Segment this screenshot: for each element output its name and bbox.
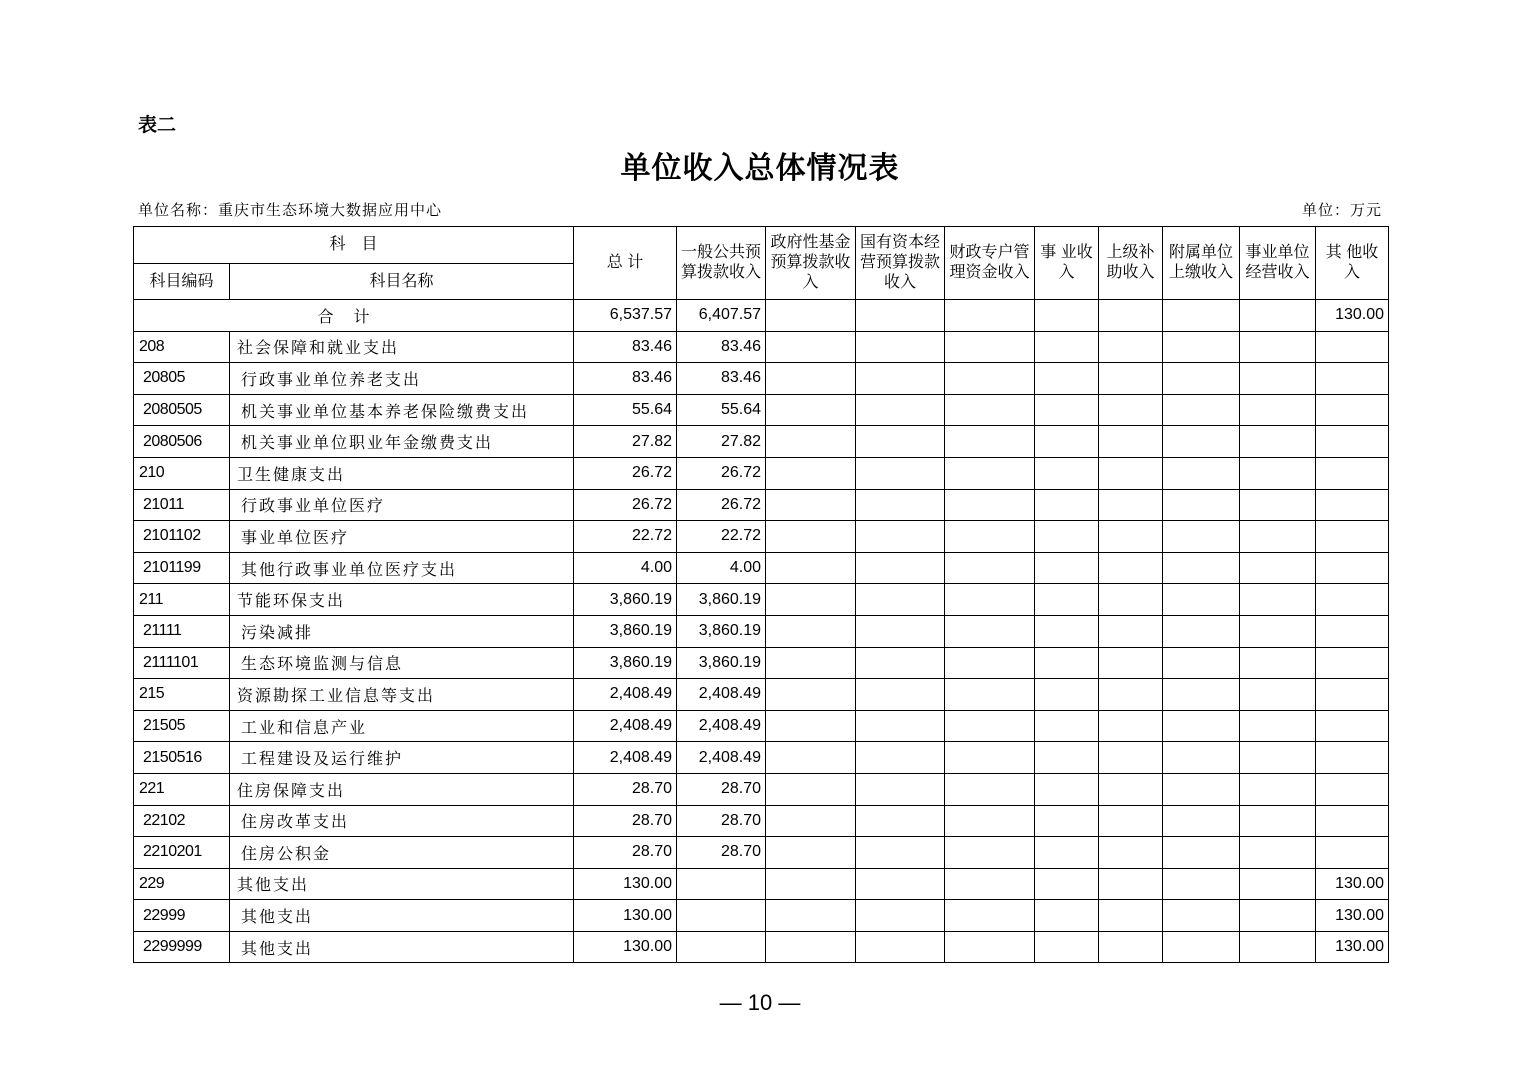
empty-cell xyxy=(856,647,945,679)
empty-cell xyxy=(1163,837,1240,869)
empty-cell xyxy=(945,363,1035,395)
subject-name: 节能环保支出 xyxy=(230,584,574,616)
empty-cell xyxy=(1099,457,1163,489)
subject-code: 21505 xyxy=(134,710,230,742)
table-row xyxy=(134,521,1389,553)
row-general: 28.70 xyxy=(677,773,766,805)
empty-cell xyxy=(1035,552,1099,584)
row-general: 26.72 xyxy=(677,457,766,489)
subject-name: 资源勘探工业信息等支出 xyxy=(230,679,574,711)
empty-cell xyxy=(945,615,1035,647)
empty-cell xyxy=(856,868,945,900)
subject-code: 20805 xyxy=(134,363,230,395)
empty-cell xyxy=(856,773,945,805)
empty-cell xyxy=(1240,805,1316,837)
empty-cell xyxy=(766,584,856,616)
empty-cell xyxy=(1163,300,1240,332)
empty-cell xyxy=(766,521,856,553)
empty-cell xyxy=(1099,489,1163,521)
row-other xyxy=(1316,521,1389,553)
header-total: 总 计 xyxy=(574,227,677,300)
empty-cell xyxy=(945,837,1035,869)
row-total: 22.72 xyxy=(574,521,677,553)
empty-cell xyxy=(1240,679,1316,711)
empty-cell xyxy=(1099,837,1163,869)
empty-cell xyxy=(1035,426,1099,458)
empty-cell xyxy=(945,300,1035,332)
total-row xyxy=(134,300,1389,332)
empty-cell xyxy=(1240,773,1316,805)
subject-name: 其他行政事业单位医疗支出 xyxy=(230,552,574,584)
row-total: 130.00 xyxy=(574,868,677,900)
empty-cell xyxy=(1099,363,1163,395)
header-fund: 政府性基金预算拨款收入 xyxy=(766,227,856,300)
row-other xyxy=(1316,837,1389,869)
subject-code: 2299999 xyxy=(134,931,230,963)
empty-cell xyxy=(1163,647,1240,679)
row-other xyxy=(1316,552,1389,584)
empty-cell xyxy=(1035,837,1099,869)
empty-cell xyxy=(945,489,1035,521)
empty-cell xyxy=(1240,363,1316,395)
empty-cell xyxy=(1099,868,1163,900)
table-row xyxy=(134,900,1389,932)
empty-cell xyxy=(1163,552,1240,584)
empty-cell xyxy=(1099,773,1163,805)
total-other: 130.00 xyxy=(1316,300,1389,332)
row-other xyxy=(1316,742,1389,774)
empty-cell xyxy=(766,868,856,900)
empty-cell xyxy=(856,584,945,616)
empty-cell xyxy=(766,489,856,521)
empty-cell xyxy=(1099,615,1163,647)
row-total: 28.70 xyxy=(574,837,677,869)
empty-cell xyxy=(1035,584,1099,616)
empty-cell xyxy=(1099,300,1163,332)
income-table xyxy=(133,226,1389,963)
empty-cell xyxy=(1163,363,1240,395)
empty-cell xyxy=(1240,647,1316,679)
empty-cell xyxy=(856,300,945,332)
empty-cell xyxy=(1035,931,1099,963)
empty-cell xyxy=(1240,900,1316,932)
empty-cell xyxy=(856,805,945,837)
empty-cell xyxy=(1099,647,1163,679)
empty-cell xyxy=(1035,679,1099,711)
empty-cell xyxy=(1099,679,1163,711)
empty-cell xyxy=(945,426,1035,458)
empty-cell xyxy=(1099,426,1163,458)
row-general: 2,408.49 xyxy=(677,710,766,742)
row-general: 3,860.19 xyxy=(677,647,766,679)
header-special: 财政专户管理资金收入 xyxy=(945,227,1035,300)
empty-cell xyxy=(945,679,1035,711)
row-other xyxy=(1316,647,1389,679)
empty-cell xyxy=(1240,584,1316,616)
empty-cell xyxy=(766,742,856,774)
empty-cell xyxy=(945,457,1035,489)
document-tag: 表二 xyxy=(138,114,177,136)
subject-name: 工程建设及运行维护 xyxy=(230,742,574,774)
empty-cell xyxy=(1099,931,1163,963)
empty-cell xyxy=(945,552,1035,584)
empty-cell xyxy=(1035,647,1099,679)
row-total: 130.00 xyxy=(574,900,677,932)
empty-cell xyxy=(1240,331,1316,363)
subject-code: 208 xyxy=(134,331,230,363)
total-total: 6,537.57 xyxy=(574,300,677,332)
subject-name: 其他支出 xyxy=(230,868,574,900)
row-total: 83.46 xyxy=(574,331,677,363)
empty-cell xyxy=(1035,457,1099,489)
table-row xyxy=(134,837,1389,869)
empty-cell xyxy=(945,805,1035,837)
table-row xyxy=(134,868,1389,900)
empty-cell xyxy=(1035,300,1099,332)
empty-cell xyxy=(766,363,856,395)
empty-cell xyxy=(1163,615,1240,647)
subject-code: 22102 xyxy=(134,805,230,837)
empty-cell xyxy=(1163,489,1240,521)
row-other: 130.00 xyxy=(1316,931,1389,963)
header-business: 事 业收 入 xyxy=(1035,227,1099,300)
row-total: 2,408.49 xyxy=(574,742,677,774)
subject-name: 其他支出 xyxy=(230,931,574,963)
row-total: 55.64 xyxy=(574,394,677,426)
empty-cell xyxy=(1240,868,1316,900)
empty-cell xyxy=(766,931,856,963)
subject-code: 2080506 xyxy=(134,426,230,458)
row-total: 4.00 xyxy=(574,552,677,584)
empty-cell xyxy=(1035,710,1099,742)
empty-cell xyxy=(1035,363,1099,395)
total-general: 6,407.57 xyxy=(677,300,766,332)
header-other: 其 他收 入 xyxy=(1316,227,1389,300)
subject-code: 2101199 xyxy=(134,552,230,584)
table-row xyxy=(134,331,1389,363)
row-general: 2,408.49 xyxy=(677,679,766,711)
row-general: 83.46 xyxy=(677,363,766,395)
row-total: 3,860.19 xyxy=(574,647,677,679)
empty-cell xyxy=(856,710,945,742)
table-row xyxy=(134,615,1389,647)
table-row xyxy=(134,363,1389,395)
table-row xyxy=(134,552,1389,584)
row-general: 4.00 xyxy=(677,552,766,584)
empty-cell xyxy=(856,426,945,458)
table-row xyxy=(134,742,1389,774)
empty-cell xyxy=(1163,931,1240,963)
empty-cell xyxy=(1163,584,1240,616)
table-row xyxy=(134,489,1389,521)
row-other xyxy=(1316,426,1389,458)
empty-cell xyxy=(945,773,1035,805)
row-other xyxy=(1316,489,1389,521)
empty-cell xyxy=(856,615,945,647)
empty-cell xyxy=(1099,710,1163,742)
empty-cell xyxy=(1163,394,1240,426)
header-code: 科目编码 xyxy=(134,264,230,300)
empty-cell xyxy=(1035,394,1099,426)
empty-cell xyxy=(856,837,945,869)
empty-cell xyxy=(766,394,856,426)
table-row xyxy=(134,426,1389,458)
empty-cell xyxy=(1099,584,1163,616)
subject-code: 210 xyxy=(134,457,230,489)
empty-cell xyxy=(945,647,1035,679)
table-row xyxy=(134,773,1389,805)
empty-cell xyxy=(766,457,856,489)
empty-cell xyxy=(945,331,1035,363)
header-operation: 事业单位经营收入 xyxy=(1240,227,1316,300)
subject-name: 卫生健康支出 xyxy=(230,457,574,489)
subject-name: 行政事业单位养老支出 xyxy=(230,363,574,395)
empty-cell xyxy=(1240,457,1316,489)
empty-cell xyxy=(856,679,945,711)
row-general: 55.64 xyxy=(677,394,766,426)
empty-cell xyxy=(1163,426,1240,458)
empty-cell xyxy=(1240,837,1316,869)
subject-name: 住房改革支出 xyxy=(230,805,574,837)
subject-code: 221 xyxy=(134,773,230,805)
row-general: 22.72 xyxy=(677,521,766,553)
subject-code: 2210201 xyxy=(134,837,230,869)
row-general: 3,860.19 xyxy=(677,615,766,647)
empty-cell xyxy=(856,457,945,489)
empty-cell xyxy=(945,521,1035,553)
empty-cell xyxy=(1163,457,1240,489)
row-general xyxy=(677,900,766,932)
page-number: — 10 — xyxy=(719,990,801,1015)
row-other xyxy=(1316,363,1389,395)
subject-name: 生态环境监测与信息 xyxy=(230,647,574,679)
empty-cell xyxy=(766,837,856,869)
subject-code: 21011 xyxy=(134,489,230,521)
subject-code: 2080505 xyxy=(134,394,230,426)
empty-cell xyxy=(1099,805,1163,837)
row-total: 27.82 xyxy=(574,426,677,458)
row-general: 3,860.19 xyxy=(677,584,766,616)
header-affiliate: 附属单位上缴收入 xyxy=(1163,227,1240,300)
empty-cell xyxy=(856,363,945,395)
table-row xyxy=(134,805,1389,837)
row-total: 26.72 xyxy=(574,489,677,521)
empty-cell xyxy=(1240,742,1316,774)
row-total: 2,408.49 xyxy=(574,710,677,742)
subject-code: 215 xyxy=(134,679,230,711)
subject-name: 工业和信息产业 xyxy=(230,710,574,742)
subject-code: 229 xyxy=(134,868,230,900)
empty-cell xyxy=(1163,900,1240,932)
table-row xyxy=(134,584,1389,616)
empty-cell xyxy=(766,615,856,647)
table-row xyxy=(134,710,1389,742)
empty-cell xyxy=(1240,710,1316,742)
row-other xyxy=(1316,615,1389,647)
row-general: 27.82 xyxy=(677,426,766,458)
empty-cell xyxy=(856,931,945,963)
empty-cell xyxy=(945,900,1035,932)
row-total: 2,408.49 xyxy=(574,679,677,711)
header-subsidy: 上级补助收入 xyxy=(1099,227,1163,300)
empty-cell xyxy=(1035,615,1099,647)
subject-code: 22999 xyxy=(134,900,230,932)
empty-cell xyxy=(766,773,856,805)
empty-cell xyxy=(1163,679,1240,711)
subject-name: 社会保障和就业支出 xyxy=(230,331,574,363)
unit-name: 单位名称：重庆市生态环境大数据应用中心 xyxy=(138,201,443,219)
empty-cell xyxy=(945,710,1035,742)
row-total: 28.70 xyxy=(574,773,677,805)
row-other xyxy=(1316,457,1389,489)
row-other xyxy=(1316,331,1389,363)
empty-cell xyxy=(1099,900,1163,932)
empty-cell xyxy=(1099,552,1163,584)
subject-name: 住房公积金 xyxy=(230,837,574,869)
row-other xyxy=(1316,394,1389,426)
row-total: 28.70 xyxy=(574,805,677,837)
empty-cell xyxy=(1240,521,1316,553)
table-row xyxy=(134,647,1389,679)
empty-cell xyxy=(766,805,856,837)
empty-cell xyxy=(1035,773,1099,805)
subject-code: 21111 xyxy=(134,615,230,647)
subject-name: 机关事业单位基本养老保险缴费支出 xyxy=(230,394,574,426)
empty-cell xyxy=(1163,521,1240,553)
empty-cell xyxy=(1163,805,1240,837)
empty-cell xyxy=(766,300,856,332)
empty-cell xyxy=(856,489,945,521)
row-general: 28.70 xyxy=(677,837,766,869)
empty-cell xyxy=(1240,552,1316,584)
empty-cell xyxy=(945,584,1035,616)
empty-cell xyxy=(1099,742,1163,774)
empty-cell xyxy=(945,868,1035,900)
empty-cell xyxy=(1240,300,1316,332)
table-body xyxy=(134,300,1389,963)
empty-cell xyxy=(1035,521,1099,553)
subject-code: 2111101 xyxy=(134,647,230,679)
empty-cell xyxy=(1163,710,1240,742)
row-general: 28.70 xyxy=(677,805,766,837)
empty-cell xyxy=(1035,900,1099,932)
page-title: 单位收入总体情况表 xyxy=(620,151,900,186)
empty-cell xyxy=(766,331,856,363)
empty-cell xyxy=(945,931,1035,963)
empty-cell xyxy=(856,521,945,553)
row-total: 83.46 xyxy=(574,363,677,395)
empty-cell xyxy=(1163,868,1240,900)
empty-cell xyxy=(1099,521,1163,553)
empty-cell xyxy=(856,331,945,363)
empty-cell xyxy=(856,742,945,774)
empty-cell xyxy=(1099,394,1163,426)
row-general: 26.72 xyxy=(677,489,766,521)
empty-cell xyxy=(1035,868,1099,900)
row-general xyxy=(677,868,766,900)
total-label: 合计 xyxy=(134,300,574,332)
empty-cell xyxy=(766,710,856,742)
empty-cell xyxy=(1240,931,1316,963)
table-row xyxy=(134,679,1389,711)
empty-cell xyxy=(766,900,856,932)
empty-cell xyxy=(1163,742,1240,774)
empty-cell xyxy=(1035,742,1099,774)
row-general: 2,408.49 xyxy=(677,742,766,774)
row-other xyxy=(1316,710,1389,742)
subject-name: 其他支出 xyxy=(230,900,574,932)
row-other: 130.00 xyxy=(1316,900,1389,932)
subject-name: 住房保障支出 xyxy=(230,773,574,805)
row-other: 130.00 xyxy=(1316,868,1389,900)
empty-cell xyxy=(1163,773,1240,805)
subject-code: 2101102 xyxy=(134,521,230,553)
row-total: 26.72 xyxy=(574,457,677,489)
empty-cell xyxy=(766,679,856,711)
header-state: 国有资本经营预算拨款收入 xyxy=(856,227,945,300)
table-row xyxy=(134,931,1389,963)
empty-cell xyxy=(1240,615,1316,647)
empty-cell xyxy=(1035,489,1099,521)
row-general xyxy=(677,931,766,963)
empty-cell xyxy=(856,900,945,932)
row-other xyxy=(1316,805,1389,837)
header-subject: 科 目 xyxy=(134,227,574,264)
row-total: 3,860.19 xyxy=(574,615,677,647)
table-row xyxy=(134,457,1389,489)
row-general: 83.46 xyxy=(677,331,766,363)
header-name: 科目名称 xyxy=(230,264,574,300)
subject-code: 211 xyxy=(134,584,230,616)
subject-name: 行政事业单位医疗 xyxy=(230,489,574,521)
empty-cell xyxy=(1035,805,1099,837)
empty-cell xyxy=(766,426,856,458)
empty-cell xyxy=(1099,331,1163,363)
subject-name: 污染减排 xyxy=(230,615,574,647)
empty-cell xyxy=(766,647,856,679)
empty-cell xyxy=(1240,426,1316,458)
empty-cell xyxy=(856,394,945,426)
subject-code: 2150516 xyxy=(134,742,230,774)
row-other xyxy=(1316,773,1389,805)
empty-cell xyxy=(1240,489,1316,521)
empty-cell xyxy=(1035,331,1099,363)
row-other xyxy=(1316,584,1389,616)
empty-cell xyxy=(1240,394,1316,426)
subject-name: 机关事业单位职业年金缴费支出 xyxy=(230,426,574,458)
empty-cell xyxy=(945,394,1035,426)
empty-cell xyxy=(1163,331,1240,363)
row-total: 130.00 xyxy=(574,931,677,963)
table-row xyxy=(134,394,1389,426)
header-general: 一般公共预算拨款收入 xyxy=(677,227,766,300)
row-other xyxy=(1316,679,1389,711)
unit-label: 单位：万元 xyxy=(1301,201,1382,219)
row-total: 3,860.19 xyxy=(574,584,677,616)
subject-name: 事业单位医疗 xyxy=(230,521,574,553)
empty-cell xyxy=(766,552,856,584)
empty-cell xyxy=(856,552,945,584)
empty-cell xyxy=(945,742,1035,774)
